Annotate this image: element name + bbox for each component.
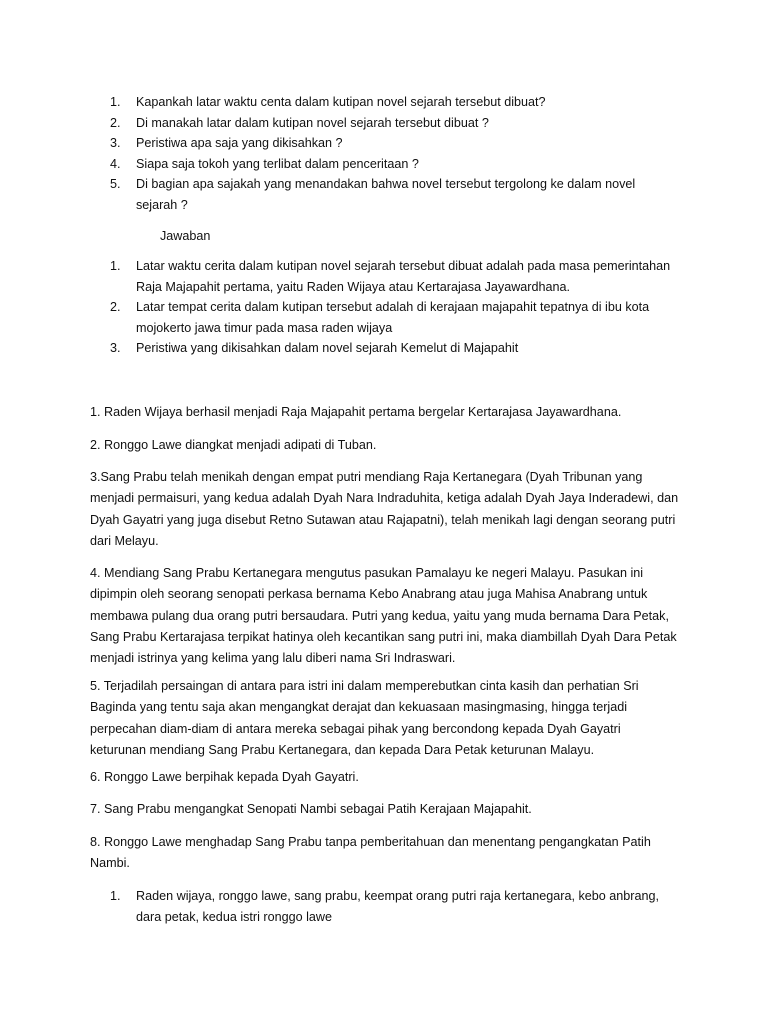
question-text: Kapankah latar waktu centa dalam kutipan novel sejarah tersebut dibuat? — [136, 95, 546, 109]
event-paragraph: 8. Ronggo Lawe menghadap Sang Prabu tanpa pemberitahuan dan menentang pengangkatan Patih Nambi. — [90, 835, 651, 871]
list-number: 1. — [110, 259, 121, 273]
questions-list — [110, 92, 650, 215]
answers-list — [110, 256, 680, 359]
question-item — [110, 113, 650, 134]
question-text: Di manakah latar dalam kutipan novel sejarah tersebut dibuat ? — [136, 115, 489, 130]
list-number: 3. — [110, 341, 121, 355]
list-number: 5. — [110, 177, 121, 191]
question-item — [110, 154, 650, 175]
list-number: 2. — [110, 115, 121, 130]
answer-text: Peristiwa yang dikisahkan dalam novel sejarah Kemelut di Majapahit — [136, 341, 519, 355]
event-paragraph: 7. Sang Prabu mengangkat Senopati Nambi sebagai Patih Kerajaan Majapahit. — [90, 802, 532, 816]
question-item — [110, 92, 650, 113]
question-item — [110, 174, 650, 215]
question-text: Siapa saja tokoh yang terlibat dalam penceritaan ? — [136, 156, 419, 171]
answer-item — [110, 256, 680, 297]
answer-text: Latar tempat cerita dalam kutipan tersebut adalah di kerajaan majapahit tepatnya di ibu kota mojokerto jawa timur pada masa raden wijaya — [136, 300, 650, 335]
list-number: 3. — [110, 136, 121, 150]
list-number: 2. — [110, 300, 121, 314]
characters-text: Raden wijaya, ronggo lawe, sang prabu, keempat orang putri raja kertanegara, kebo anbrang, dara petak, kedua istri ronggo lawe — [136, 889, 659, 924]
answer-text: Latar waktu cerita dalam kutipan novel sejarah tersebut dibuat adalah pada masa pemerintahan Raja Majapahit pertama, yaitu Raden Wijaya atau Kertarajasa Jayawardhana. — [136, 259, 671, 294]
list-number: 4. — [110, 156, 121, 171]
event-paragraph: 6. Ronggo Lawe berpihak kepada Dyah Gayatri. — [90, 770, 359, 784]
event-paragraph: 1. Raden Wijaya berhasil menjadi Raja Majapahit pertama bergelar Kertarajasa Jayawardhana. — [90, 405, 622, 419]
question-text: Di bagian apa sajakah yang menandakan bahwa novel tersebut tergolong ke dalam novel sejarah ? — [136, 177, 636, 212]
answer-item — [110, 338, 680, 359]
question-text: Peristiwa apa saja yang dikisahkan ? — [136, 136, 343, 150]
answer-item — [110, 297, 680, 338]
list-number: 1. — [110, 95, 121, 109]
event-paragraph: 2. Ronggo Lawe diangkat menjadi adipati di Tuban. — [90, 438, 377, 452]
event-paragraph: 5. Terjadilah persaingan di antara para istri ini dalam memperebutkan cinta kasih dan perhatian Sri Baginda yang tentu saja akan mengangkat derajat dan kekuasaan masingmasing, hingga terjadi perpecahan diam-diam di antara mereka sebagai pihak yang bercondong kepada Dyah Gayatri keturunan mendiang Sang Prabu Kertanegara, dan kepada Dara Petak keturunan Malayu. — [90, 679, 639, 757]
characters-item — [110, 886, 680, 927]
event-paragraph: 3.Sang Prabu telah menikah dengan empat putri mendiang Raja Kertanegara (Dyah Tribunan yang menjadi permaisuri, yang kedua adalah Dyah Nara Indraduhita, ketiga adalah Dyah Jaya Inderadewi, dan Dyah Gayatri yang juga disebut Retno Sutawan atau Rajapatni), telah menikah lagi dengan seorang putri dari Melayu. — [90, 470, 679, 548]
list-number: 1. — [110, 889, 121, 903]
characters-list — [110, 886, 680, 927]
event-paragraph: 4. Mendiang Sang Prabu Kertanegara mengutus pasukan Pamalayu ke negeri Malayu. Pasukan ini dipimpin oleh seorang senopati perkasa bernama Kebo Anabrang atau juga Mahisa Anabrang untuk membawa pulang dua orang putri bersaudara. Putri yang kedua, yaitu yang muda bernama Dara Petak, Sang Prabu Kertarajasa terpikat hatinya oleh kecantikan sang putri ini, maka diambillah Dyah Dara Petak menjadi istrinya yang kelima yang lalu diberi nama Sri Indraswari. — [90, 566, 677, 666]
question-item — [110, 133, 650, 154]
answers-heading: Jawaban — [160, 229, 211, 243]
